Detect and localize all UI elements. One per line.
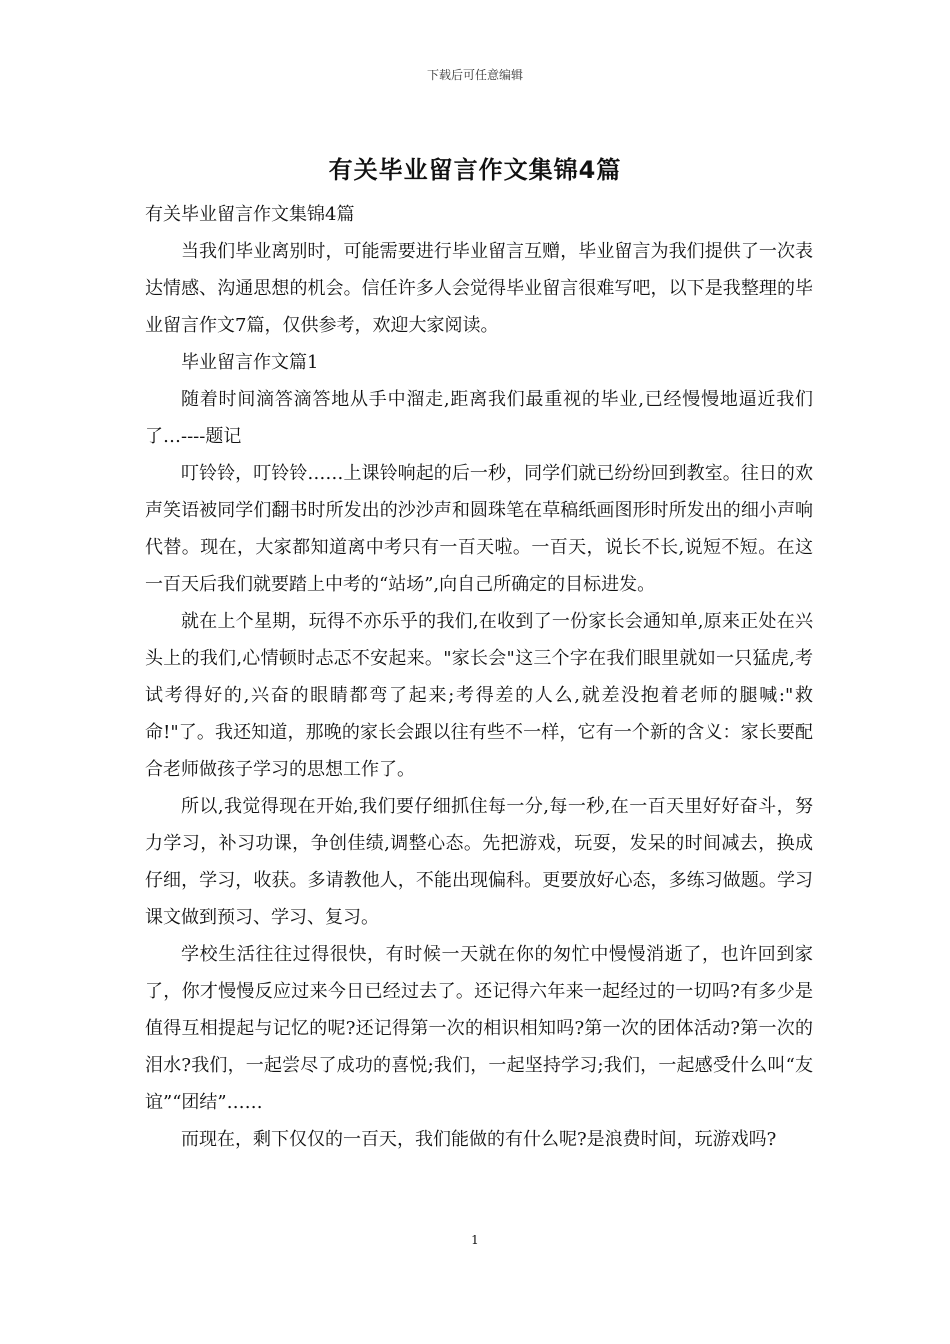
- body-paragraph: 叮铃铃，叮铃铃……上课铃响起的后一秒，同学们就已纷纷回到教室。往日的欢声笑语被同学们翻书时所发出的沙沙声和圆珠笔在草稿纸画图形时所发出的细小声响代替。现在，大家都知道离中考只有一百天啦。一百天，说长不长,说短不短。在这一百天后我们就要踏上中考的“站场”,向自己所确定的目标进发。: [145, 463, 813, 595]
- section-heading: 毕业留言作文篇1: [181, 352, 319, 373]
- body-paragraph: 随着时间滴答滴答地从手中溜走,距离我们最重视的毕业,已经慢慢地逼近我们了…----题记: [145, 389, 813, 447]
- page-number: 1: [471, 1233, 479, 1247]
- intro-paragraph: 当我们毕业离别时，可能需要进行毕业留言互赠，毕业留言为我们提供了一次表达情感、沟通思想的机会。信任许多人会觉得毕业留言很难写吧，以下是我整理的毕业留言作文7篇，仅供参考，欢迎大家阅读。: [145, 241, 813, 336]
- subtitle-line: 有关毕业留言作文集锦4篇: [145, 204, 355, 225]
- body-paragraph: 就在上个星期，玩得不亦乐乎的我们,在收到了一份家长会通知单,原来正处在兴头上的我们,心情顿时忐忑不安起来。"家长会"这三个字在我们眼里就如一只猛虎,考试考得好的,兴奋的眼睛都弯了起来;考得差的人么,就差没抱着老师的腿喊:"救命!"了。我还知道，那晚的家长会跟以往有些不一样，它有一个新的含义：家长要配合老师做孩子学习的思想工作了。: [145, 611, 813, 780]
- header-note: 下载后可任意编辑: [426, 68, 523, 82]
- body-paragraph: 学校生活往往过得很快，有时候一天就在你的匆忙中慢慢消逝了，也许回到家了，你才慢慢反应过来今日已经过去了。还记得六年来一起经过的一切吗?有多少是值得互相提起与记忆的呢?还记得第一次的相识相知吗?第一次的团体活动?第一次的泪水?我们，一起尝尽了成功的喜悦;我们，一起坚持学习;我们，一起感受什么叫“友谊”“团结”……: [145, 944, 813, 1113]
- document-body: [145, 196, 813, 1158]
- document-title: 有关毕业留言作文集锦4篇: [328, 156, 622, 184]
- body-paragraph: 而现在，剩下仅仅的一百天，我们能做的有什么呢?是浪费时间，玩游戏吗?: [181, 1129, 777, 1150]
- body-paragraph: 所以,我觉得现在开始,我们要仔细抓住每一分,每一秒,在一百天里好好奋斗，努力学习，补习功课，争创佳绩,调整心态。先把游戏，玩耍，发呆的时间减去，换成仔细，学习，收获。多请教他人，不能出现偏科。更要放好心态，多练习做题。学习课文做到预习、学习、复习。: [145, 796, 813, 928]
